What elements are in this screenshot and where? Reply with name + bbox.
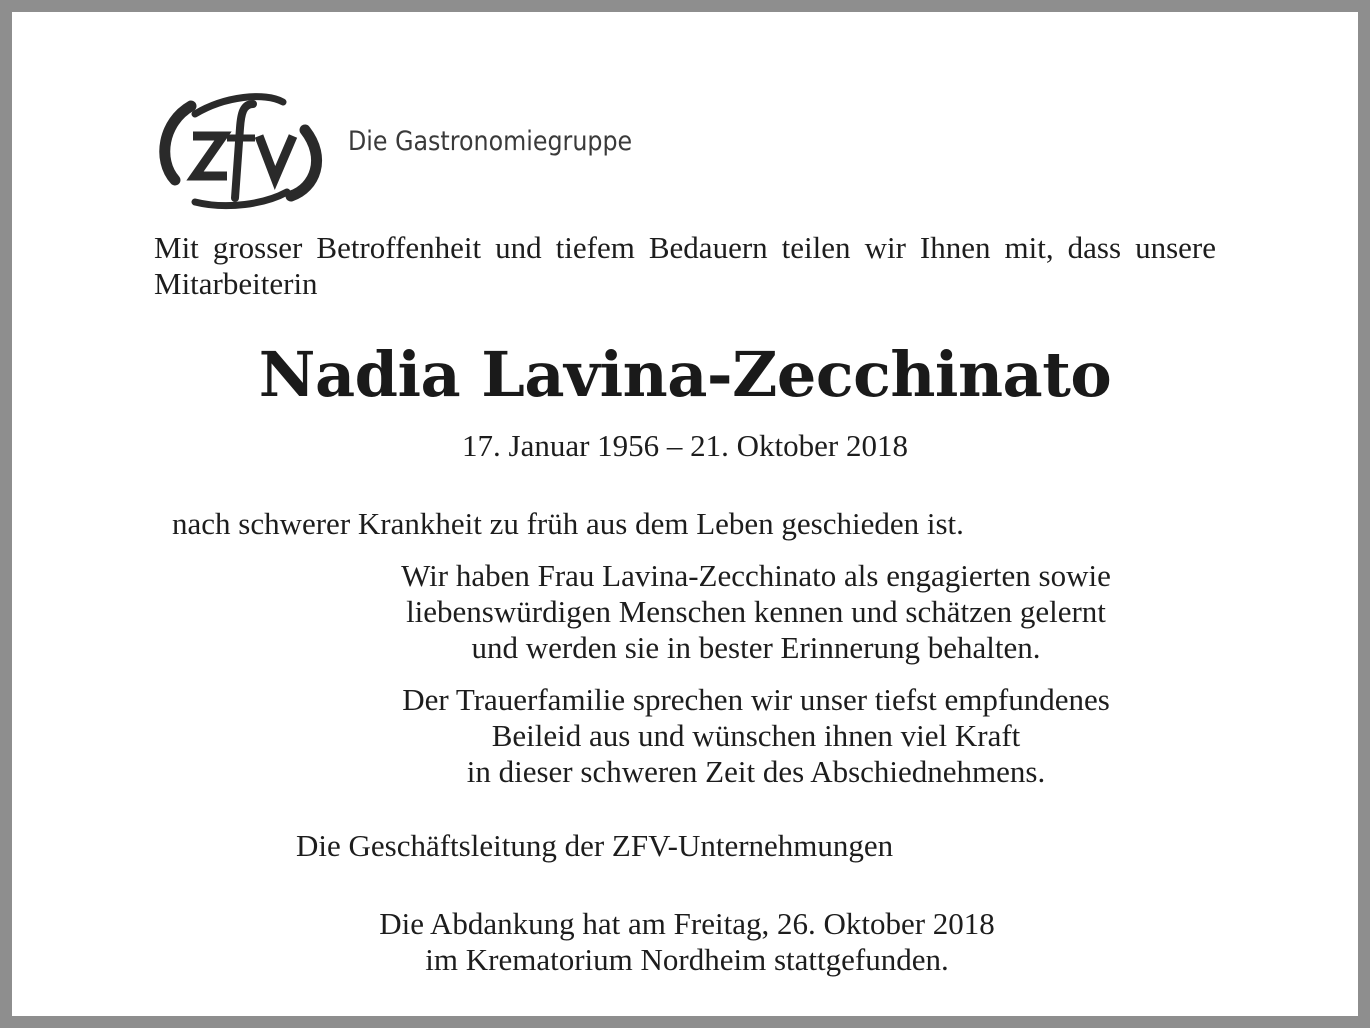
condolence-line: Beileid aus und wünschen ihnen viel Kraft [491,718,1021,753]
condolence-line: in dieser schweren Zeit des Abschiednehmens. [466,754,1046,789]
life-dates: 17. Januar 1956 – 21. Oktober 2018 [462,428,908,463]
logo-tagline: Die Gastronomiegruppe [348,126,633,157]
tribute-paragraph [286,558,1226,666]
zfv-logo-mark [155,88,335,218]
zfv-logo [155,88,335,218]
tribute-line: liebenswürdigen Menschen kennen und schätzen gelernt [406,594,1106,629]
ceremony-line: im Krematorium Nordheim stattgefunden. [425,942,949,977]
tribute-line: Wir haben Frau Lavina-Zecchinato als engagierten sowie [401,558,1111,593]
ceremony-paragraph [222,906,1152,978]
deceased-name: Nadia Lavina-Zecchinato [258,338,1112,411]
obituary-page [12,12,1358,1016]
ceremony-line: Die Abdankung hat am Freitag, 26. Oktober 2018 [379,906,995,941]
passing-line: nach schwerer Krankheit zu früh aus dem Leben geschieden ist. [172,506,964,541]
tribute-line: und werden sie in bester Erinnerung behalten. [471,630,1041,665]
signature: Die Geschäftsleitung der ZFV-Unternehmungen [296,828,894,863]
condolence-line: Der Trauerfamilie sprechen wir unser tiefst empfundenes [402,682,1110,717]
intro-text: Mit grosser Betroffenheit und tiefem Bedauern teilen wir Ihnen mit, dass unsere Mitarbeiterin [154,230,1216,301]
condolence-paragraph [286,682,1226,790]
